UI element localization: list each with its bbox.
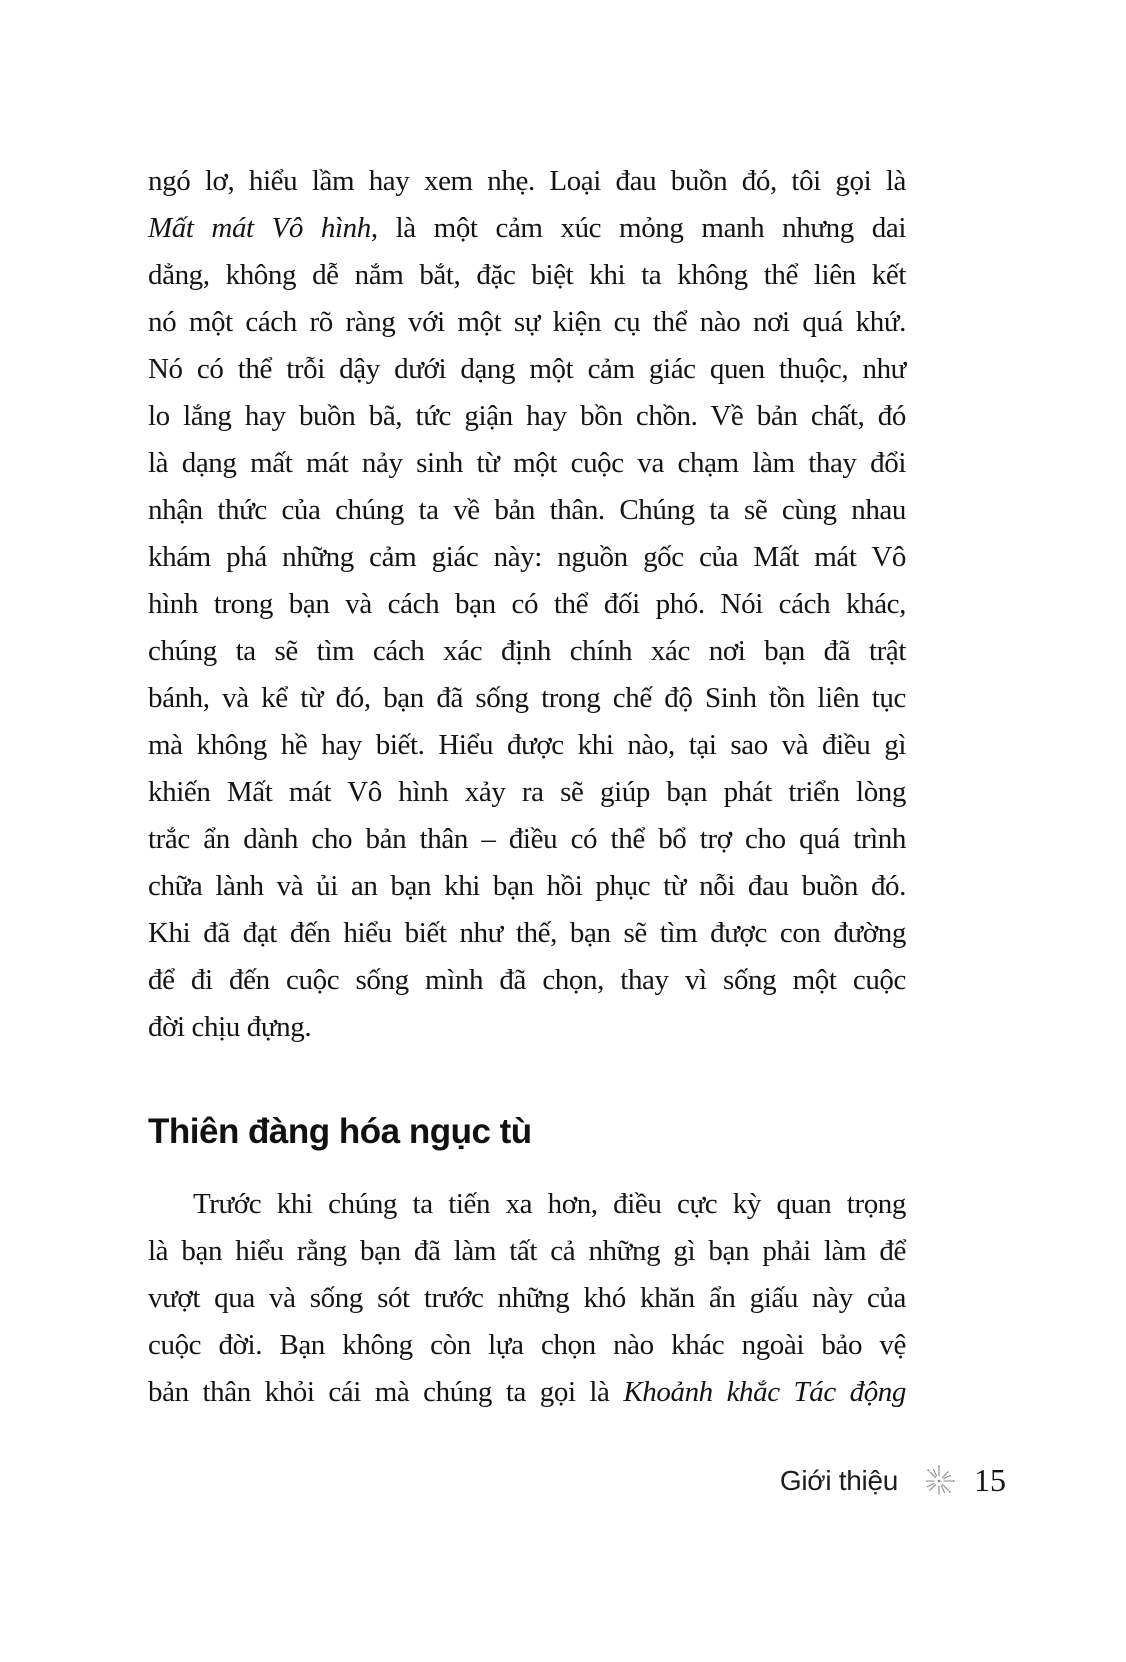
- text-segment: khiến Mất mát Vô hình xảy ra sẽ giúp bạn phát triển lòng: [148, 776, 906, 808]
- text-line: [148, 1004, 906, 1051]
- italic-text-segment: Mất mát Vô hình: [148, 212, 371, 244]
- text-segment: vượt qua và sống sót trước những khó khăn ẩn giấu này của: [148, 1282, 906, 1314]
- text-line: [148, 205, 906, 252]
- text-segment: nhận thức của chúng ta về bản thân. Chúng ta sẽ cùng nhau: [148, 494, 906, 526]
- text-segment: bản thân khỏi cái mà chúng ta gọi là: [148, 1376, 624, 1408]
- text-segment: trắc ẩn dành cho bản thân – điều có thể bổ trợ cho quá trình: [148, 823, 906, 855]
- text-line: [148, 252, 906, 299]
- text-segment: chúng ta sẽ tìm cách xác định chính xác nơi bạn đã trật: [148, 635, 906, 667]
- text-segment: là bạn hiểu rằng bạn đã làm tất cả những gì bạn phải làm để: [148, 1235, 906, 1267]
- text-line: [148, 722, 906, 769]
- text-line: [148, 299, 906, 346]
- paragraph-2: [148, 1181, 906, 1416]
- paragraph-1: [148, 158, 906, 1051]
- text-segment: dẳng, không dễ nắm bắt, đặc biệt khi ta không thể liên kết: [148, 259, 906, 291]
- text-segment: hình trong bạn và cách bạn có thể đối phó. Nói cách khác,: [148, 588, 906, 620]
- page-footer: [780, 1462, 1006, 1499]
- text-segment: Trước khi chúng ta tiến xa hơn, điều cực kỳ quan trọng: [193, 1188, 906, 1220]
- text-segment: mà không hề hay biết. Hiểu được khi nào, tại sao và điều gì: [148, 729, 906, 761]
- text-line: [148, 487, 906, 534]
- text-line: [148, 769, 906, 816]
- text-line: [148, 910, 906, 957]
- text-block: [148, 158, 906, 1416]
- footer-page-number: 15: [974, 1462, 1006, 1498]
- text-segment: đời chịu đựng.: [148, 1011, 312, 1043]
- starburst-icon: [922, 1464, 956, 1498]
- text-segment: ngó lơ, hiểu lầm hay xem nhẹ. Loại đau buồn đó, tôi gọi là: [148, 165, 906, 197]
- text-segment: Khi đã đạt đến hiểu biết như thế, bạn sẽ tìm được con đường: [148, 917, 906, 949]
- text-segment: khám phá những cảm giác này: nguồn gốc của Mất mát Vô: [148, 541, 906, 573]
- text-line: [148, 393, 906, 440]
- text-segment: để đi đến cuộc sống mình đã chọn, thay vì sống một cuộc: [148, 964, 906, 996]
- footer-section-label: Giới thiệu: [779, 1464, 898, 1496]
- text-line: [148, 1228, 906, 1275]
- text-line: [148, 440, 906, 487]
- text-segment: nó một cách rõ ràng với một sự kiện cụ thể nào nơi quá khứ.: [148, 306, 906, 338]
- text-line: [148, 816, 906, 863]
- section-heading: Thiên đàng hóa ngục tù: [148, 1112, 532, 1151]
- text-line: [148, 1181, 906, 1228]
- text-segment: chữa lành và ủi an bạn khi bạn hồi phục từ nỗi đau buồn đó.: [148, 870, 906, 902]
- text-segment: là dạng mất mát nảy sinh từ một cuộc va chạm làm thay đổi: [148, 447, 906, 479]
- text-line: [148, 1369, 906, 1416]
- text-line: [148, 1275, 906, 1322]
- text-segment: , là một cảm xúc mỏng manh nhưng dai: [370, 212, 906, 244]
- text-line: [148, 628, 906, 675]
- text-line: [148, 158, 906, 205]
- text-line: [148, 534, 906, 581]
- text-line: [148, 863, 906, 910]
- text-line: [148, 581, 906, 628]
- text-segment: Nó có thể trỗi dậy dưới dạng một cảm giác quen thuộc, như: [148, 353, 906, 385]
- text-segment: bánh, và kể từ đó, bạn đã sống trong chế độ Sinh tồn liên tục: [148, 682, 906, 714]
- italic-text-segment: Khoảnh khắc Tác động: [623, 1376, 906, 1408]
- text-line: [148, 346, 906, 393]
- text-line: [148, 675, 906, 722]
- text-segment: lo lắng hay buồn bã, tức giận hay bồn chồn. Về bản chất, đó: [148, 400, 906, 432]
- text-segment: cuộc đời. Bạn không còn lựa chọn nào khác ngoài bảo vệ: [148, 1329, 906, 1361]
- text-line: [148, 957, 906, 1004]
- text-line: [148, 1322, 906, 1369]
